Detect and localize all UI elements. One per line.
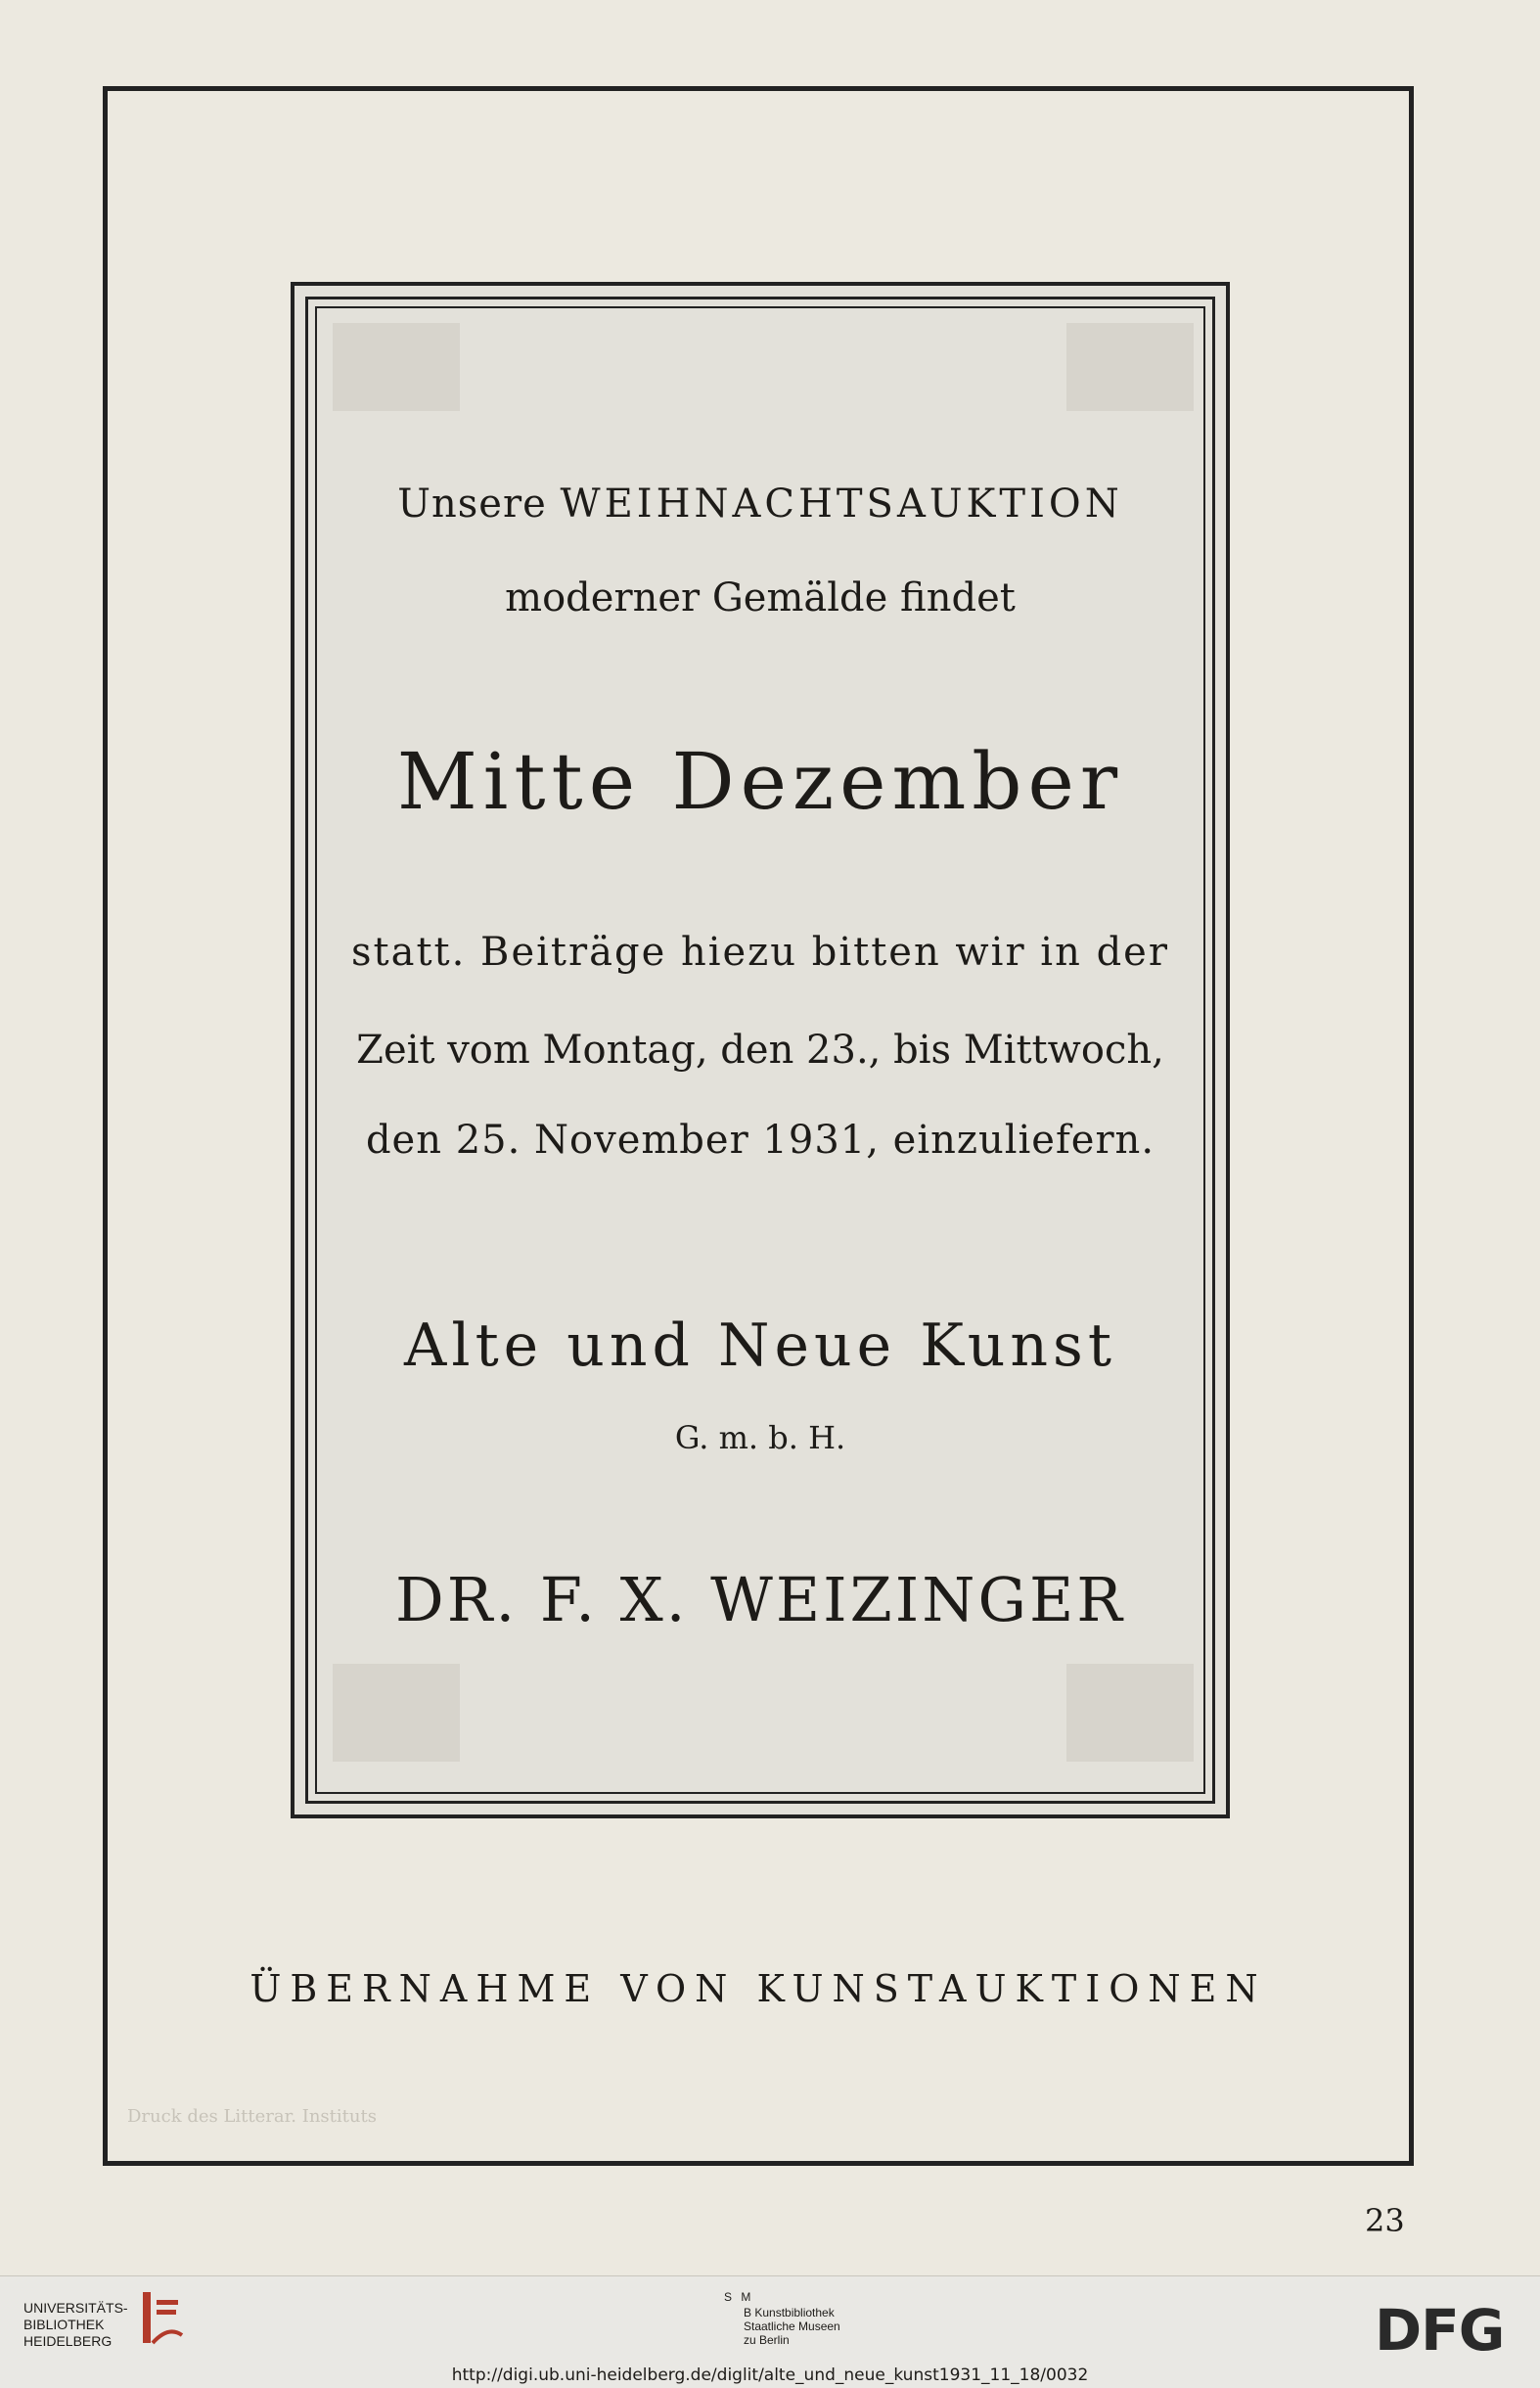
auction-subject-line: moderner Gemälde findet [505,575,1016,620]
museum-library-credit [744,2306,840,2347]
document-url-link[interactable]: http://digi.ub.uni-heidelberg.de/diglit/alte_und_neue_kunst1931_11_18/0032 [451,2365,1089,2385]
body-line-3: den 25. November 1931, einzuliefern. [365,1118,1155,1163]
company-name: Alte und Neue Kunst [404,1311,1116,1380]
sm-line: Staatliche Museen [744,2319,840,2333]
sm-line: zu Berlin [744,2333,790,2347]
dfg-logo[interactable]: DFG [1375,2297,1505,2364]
body-line-1: statt. Beiträge hiezu bitten wir in der [351,930,1169,975]
auction-date-headline: Mitte Dezember [396,736,1124,827]
service-tagline: ÜBERNAHME VON KUNSTAUKTIONEN [249,1967,1267,2010]
auction-name: WEIHNACHTSAUKTION [560,482,1123,527]
intro-prefix: Unsere [397,482,561,527]
sm-line: B Kunstbibliothek [744,2306,835,2319]
owner-name: DR. F. X. WEIZINGER [395,1564,1125,1635]
company-legal-form: G. m. b. H. [674,1419,846,1456]
library-name[interactable]: UNIVERSITÄTS- BIBLIOTHEK HEIDELBERG [23,2300,128,2349]
page-number: 23 [1365,2202,1405,2239]
sm-label: S M [724,2290,754,2304]
printer-imprint: Druck des Litterar. Instituts [127,2106,377,2127]
heidelberg-library-logo-icon[interactable] [139,2286,186,2349]
auction-intro-line [318,482,1202,527]
body-line-2: Zeit vom Montag, den 23., bis Mittwoch, [356,1028,1164,1073]
